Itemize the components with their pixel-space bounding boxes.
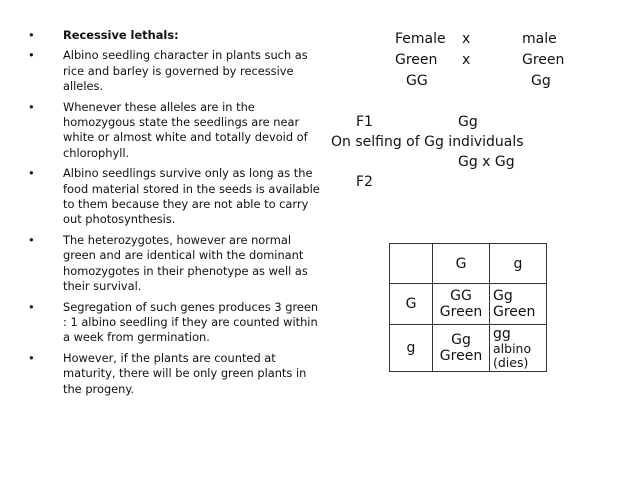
punnett-cell-phenotype: albino [493, 341, 532, 356]
cross-male-phenotype: Green [522, 52, 565, 68]
bullet-marker: • [28, 99, 35, 114]
punnett-header-cell: G [433, 244, 490, 284]
bullet-text: Segregation of such genes produces 3 green : 1 albino seedling if they are counted within a week from germination. [63, 299, 319, 345]
punnett-cell [490, 284, 547, 325]
f1-genotype: Gg [458, 114, 478, 130]
f2-label: F2 [356, 174, 373, 190]
punnett-cell [490, 325, 547, 372]
cross-times-2: x [462, 52, 471, 68]
punnett-header-row [390, 244, 547, 284]
punnett-cell-phenotype: Green [439, 348, 483, 364]
bullet-marker: • [28, 28, 35, 42]
bullet-text: Albino seedlings survive only as long as the food material stored in the seeds is available to them because they are not able to carry out photosynthesis. [63, 166, 320, 227]
cross-female-genotype: GG [406, 73, 428, 89]
cross-male-label: male [522, 31, 557, 47]
bullet-item [22, 166, 322, 228]
punnett-cell-genotype: gg [493, 326, 511, 342]
cross-female-phenotype: Green [395, 52, 438, 68]
cross-female-label: Female [395, 31, 446, 47]
bullet-item [22, 233, 322, 295]
punnett-cell-genotype: Gg [451, 332, 471, 348]
bullet-marker: • [28, 299, 35, 314]
punnett-cell-note: (dies) [493, 355, 529, 370]
selfing-text: On selfing of Gg individuals [331, 134, 524, 150]
bullet-text: However, if the plants are counted at maturity, there will be only green plants in the progeny. [63, 350, 307, 396]
punnett-cell-phenotype: Green [439, 304, 483, 320]
punnett-row-label: g [390, 325, 433, 372]
bullet-item [22, 351, 322, 397]
f1-label: F1 [356, 114, 373, 130]
punnett-corner-cell [390, 244, 433, 284]
punnett-row-label: G [390, 284, 433, 325]
punnett-header-cell: g [490, 244, 547, 284]
bullet-item [22, 100, 322, 162]
bullet-item [22, 28, 322, 43]
bullet-text: Whenever these alleles are in the homozygous state the seedlings are near white or almost white and totally devoid of chlorophyll. [63, 99, 308, 160]
bullet-marker: • [28, 232, 35, 247]
cross-times-1: x [462, 31, 471, 47]
bullet-text: The heterozygotes, however are normal green and are identical with the dominant homozygotes in their phenotype as well as their survival. [63, 232, 308, 294]
bullet-marker: • [28, 166, 35, 181]
punnett-cell-genotype: Gg [493, 288, 513, 304]
bullet-item [22, 48, 322, 94]
cross-male-genotype: Gg [531, 73, 551, 89]
punnett-square [389, 243, 547, 372]
bullet-text: Albino seedling character in plants such as rice and barley is governed by recessive alleles. [63, 48, 308, 94]
bullet-marker: • [28, 350, 35, 365]
punnett-cell-genotype: GG [450, 288, 472, 304]
bullet-list [22, 28, 322, 402]
punnett-cell-phenotype: Green [493, 304, 536, 320]
punnett-row [390, 325, 547, 372]
bullet-text: Recessive lethals: [63, 28, 179, 42]
selfing-cross: Gg x Gg [458, 154, 515, 170]
punnett-cell [433, 325, 490, 372]
bullet-item [22, 300, 322, 346]
bullet-marker: • [28, 48, 35, 63]
punnett-row [390, 284, 547, 325]
punnett-cell [433, 284, 490, 325]
